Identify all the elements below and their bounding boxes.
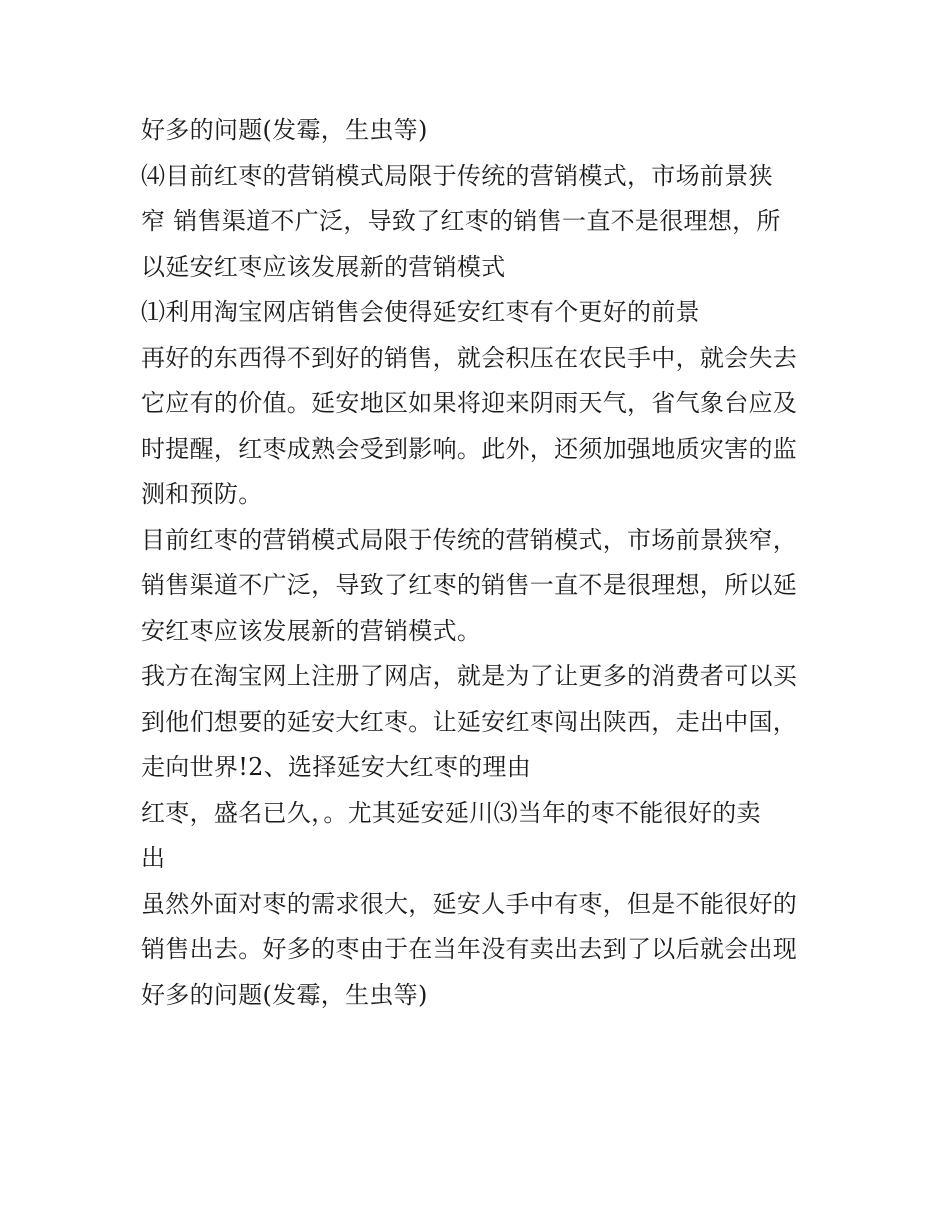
text-line: 再好的东西得不到好的销售，就会积压在农民手中，就会失去	[141, 343, 798, 372]
text-line: ⑷目前红枣的营销模式局限于传统的营销模式，市场前景狭	[141, 161, 773, 190]
text-line: 时提醒，红枣成熟会受到影响。此外，还须加强地质灾害的监	[141, 434, 798, 463]
text-line: 走向世界!2、选择延安大红枣的理由	[141, 753, 532, 781]
text-line: 红枣，盛名已久，。尤其延安延川⑶当年的枣不能很好的卖	[141, 798, 761, 827]
text-line: 测和预防。	[141, 480, 263, 508]
document-body	[141, 108, 813, 1018]
text-line: 出	[141, 844, 166, 872]
text-line: ⑴利用淘宝网店销售会使得延安红枣有个更好的前景	[141, 298, 700, 326]
text-line: 好多的问题(发霉，生虫等)	[141, 980, 428, 1009]
text-line: 虽然外面对枣的需求很大，延安人手中有枣，但是不能很好的	[141, 889, 798, 918]
text-line: 到他们想要的延安大红枣。让延安红枣闯出陕西，走出中国，	[141, 707, 798, 736]
text-line: 好多的问题(发霉，生虫等)	[141, 116, 428, 144]
text-line: 销售出去。好多的枣由于在当年没有卖出去到了以后就会出现	[141, 935, 798, 963]
text-line: 目前红枣的营销模式局限于传统的营销模式，市场前景狭窄，	[141, 525, 798, 554]
text-line: 窄 销售渠道不广泛，导致了红枣的销售一直不是很理想，所	[141, 207, 781, 235]
text-line: 销售渠道不广泛，导致了红枣的销售一直不是很理想，所以延	[141, 571, 798, 599]
text-line: 安红枣应该发展新的营销模式。	[141, 616, 482, 645]
text-line: 我方在淘宝网上注册了网店，就是为了让更多的消费者可以买	[141, 662, 798, 690]
text-line: 它应有的价值。延安地区如果将迎来阴雨天气，省气象台应及	[141, 389, 798, 417]
text-line: 以延安红枣应该发展新的营销模式	[141, 252, 506, 281]
